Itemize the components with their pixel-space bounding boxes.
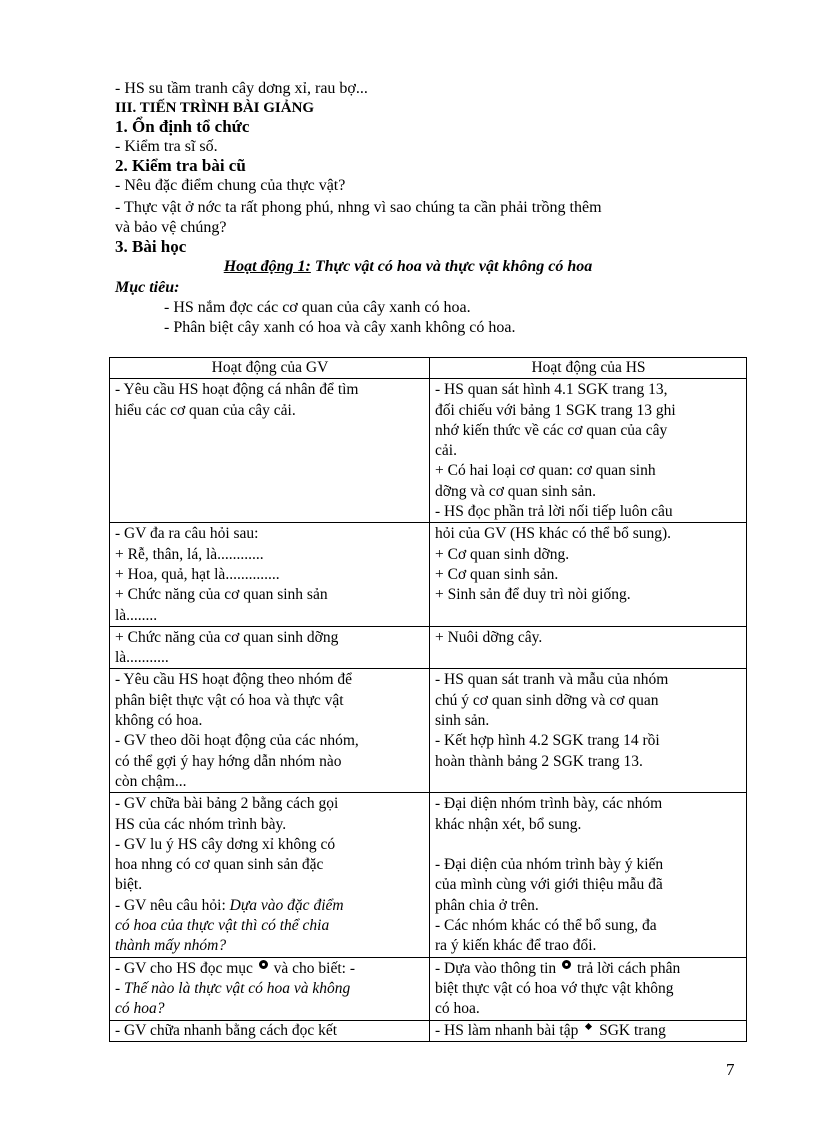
gv-cell <box>110 669 430 793</box>
gv-line: + Chức năng của cơ quan sinh dỡng <box>115 628 339 646</box>
hs-line: - HS quan sát tranh và mẫu của nhóm <box>435 671 669 689</box>
gv-line: - GV chữa nhanh bằng cách đọc kết <box>110 1020 429 1041</box>
hs-line: cải. <box>435 442 457 460</box>
hs-line: - Đại diện của nhóm trình bày ý kiến <box>435 856 664 874</box>
hs-line: sinh sản. <box>435 712 490 730</box>
hs-line: + Cơ quan sinh sản. <box>435 565 559 583</box>
hs-line: nhớ kiến thức về các cơ quan của cây <box>435 421 668 439</box>
gv-text: - GV cho HS đọc mục <box>115 959 257 977</box>
objective-1: - HS nắm đợc các cơ quan của cây xanh có hoa. <box>164 299 471 316</box>
hs-cell <box>430 626 747 669</box>
hs-line: của mình cùng với giới thiệu mẫu đã <box>435 876 663 894</box>
table-row <box>110 379 747 523</box>
hs-line: dỡng và cơ quan sinh sản. <box>435 482 597 500</box>
gv-cell <box>110 626 430 669</box>
hs-line: + Sinh sản để duy trì nòi giống. <box>435 586 631 604</box>
diamond-bullet-icon <box>585 1022 592 1029</box>
gv-cell <box>110 523 430 626</box>
hs-line: có hoa. <box>435 1000 480 1018</box>
objective-2: - Phân biệt cây xanh có hoa và cây xanh không có hoa. <box>164 319 516 336</box>
gv-line: - GV theo dõi hoạt động của các nhóm, <box>115 732 359 750</box>
hs-line: - Kết hợp hình 4.2 SGK trang 14 rồi <box>435 732 660 750</box>
gv-line: thành mấy nhóm? <box>115 937 227 955</box>
table-row <box>110 793 747 957</box>
hs-text: - HS làm nhanh bài tập <box>435 1021 583 1039</box>
activity-label: Hoạt động 1: <box>223 258 311 275</box>
gv-line <box>115 896 425 916</box>
table-row <box>110 626 747 669</box>
gv-line: - Yêu cầu HS hoạt động theo nhóm để <box>115 671 353 689</box>
hs-line: chú ý cơ quan sinh dỡng và cơ quan <box>435 691 659 709</box>
hs-line: - Đại diện nhóm trình bày, các nhóm <box>435 795 663 813</box>
hs-line: phân chia ở trên. <box>435 896 539 914</box>
gv-line: - GV đa ra câu hỏi sau: <box>115 525 259 543</box>
activity-title <box>0 258 816 276</box>
gv-line: - GV lu ý HS cây dơng xỉ không có <box>115 835 336 853</box>
section-2-title: 2. Kiểm tra bài cũ <box>115 156 246 175</box>
section-3-title: 3. Bài học <box>115 237 187 256</box>
section-1-title: 1. Ổn định tổ chức <box>115 117 250 136</box>
section-2-question-1: - Nêu đặc điểm chung của thực vật? <box>115 177 346 194</box>
hs-line: đối chiếu với bảng 1 SGK trang 13 ghi <box>435 401 676 419</box>
section-title: III. TIẾN TRÌNH BÀI GIẢNG <box>115 100 315 116</box>
gv-line: có hoa của thực vật thì có thể chia <box>115 917 330 935</box>
hs-line: - Các nhóm khác có thể bổ sung, đa <box>435 917 657 935</box>
gv-text: và cho biết: - <box>269 959 356 977</box>
gv-line: không có hoa. <box>115 712 203 730</box>
circle-info-icon <box>259 960 268 969</box>
hs-line: biệt thực vật có hoa vớ thực vật không <box>435 979 674 997</box>
gv-line: + Rễ, thân, lá, là............ <box>115 545 264 563</box>
gv-line: - Thế nào là thực vật có hoa và không <box>115 979 351 997</box>
gv-line: + Chức năng của cơ quan sinh sản <box>115 586 328 604</box>
hs-line: khác nhận xét, bổ sung. <box>435 815 582 833</box>
prep-line: - HS su tầm tranh cây dơng xỉ, rau bợ... <box>115 80 368 97</box>
objective-label: Mục tiêu: <box>115 279 180 296</box>
hs-line <box>430 1020 746 1041</box>
hs-cell <box>430 379 747 523</box>
gv-line: có thể gợi ý hay hớng dẫn nhóm nào <box>115 752 342 770</box>
hs-line <box>435 835 742 855</box>
activity-table <box>109 357 747 1042</box>
hs-cell <box>430 793 747 957</box>
gv-line: phân biệt thực vật có hoa và thực vật <box>115 691 344 709</box>
gv-line: - Yêu cầu HS hoạt động cá nhân để tìm <box>115 381 359 399</box>
section-2-question-2a: - Thực vật ở nớc ta rất phong phú, nhng vì sao chúng ta cần phải trồng thêm <box>115 199 602 216</box>
table-row <box>110 523 747 626</box>
table-row <box>110 669 747 793</box>
hs-line <box>435 959 742 979</box>
hs-cell <box>430 523 747 626</box>
section-1-item: - Kiểm tra sĩ số. <box>115 138 218 155</box>
gv-line: còn chậm... <box>115 772 187 790</box>
hs-line: hoàn thành bảng 2 SGK trang 13. <box>435 752 643 770</box>
gv-line: là........ <box>115 606 158 624</box>
table-header-row <box>110 358 747 379</box>
gv-question-italic: Dựa vào đặc điểm <box>229 896 344 914</box>
hs-line: + Nuôi dỡng cây. <box>435 628 543 646</box>
header-hs: Hoạt động của HS <box>430 358 747 379</box>
gv-cell <box>110 379 430 523</box>
gv-question-prefix: - GV nêu câu hỏi: <box>115 896 230 914</box>
gv-line: + Hoa, quả, hạt là.............. <box>115 565 280 583</box>
gv-line: hiểu các cơ quan của cây cải. <box>115 401 296 419</box>
hs-text: SGK trang <box>595 1021 666 1039</box>
gv-line: có hoa? <box>115 1000 165 1018</box>
hs-cell <box>430 669 747 793</box>
gv-line: là........... <box>115 649 169 667</box>
gv-line <box>115 959 425 979</box>
hs-line: + Cơ quan sinh dỡng. <box>435 545 570 563</box>
gv-line: hoa nhng có cơ quan sinh sản đặc <box>115 856 324 874</box>
gv-cell <box>110 957 430 1041</box>
header-gv: Hoạt động của GV <box>110 358 430 379</box>
hs-line: - HS quan sát hình 4.1 SGK trang 13, <box>435 381 668 399</box>
circle-info-icon <box>562 960 571 969</box>
hs-text: - Dựa vào thông tin <box>435 959 561 977</box>
gv-line: HS của các nhóm trình bày. <box>115 815 287 833</box>
activity-name: Thực vật có hoa và thực vật không có hoa <box>310 258 593 275</box>
hs-line: ra ý kiến khác để trao đổi. <box>435 937 597 955</box>
table-row <box>110 957 747 1041</box>
hs-line: + Có hai loại cơ quan: cơ quan sinh <box>435 462 656 480</box>
gv-cell <box>110 793 430 957</box>
gv-line: biệt. <box>115 876 143 894</box>
page-number: 7 <box>726 1060 735 1079</box>
gv-line: - GV chữa bài bảng 2 bằng cách gọi <box>115 795 339 813</box>
hs-line: - HS đọc phần trả lời nối tiếp luôn câu <box>435 503 673 521</box>
hs-text: trả lời cách phân <box>573 959 681 977</box>
section-2-question-2b: và bảo vệ chúng? <box>115 219 227 236</box>
hs-cell <box>430 957 747 1041</box>
hs-line: hỏi của GV (HS khác có thể bổ sung). <box>435 525 672 543</box>
